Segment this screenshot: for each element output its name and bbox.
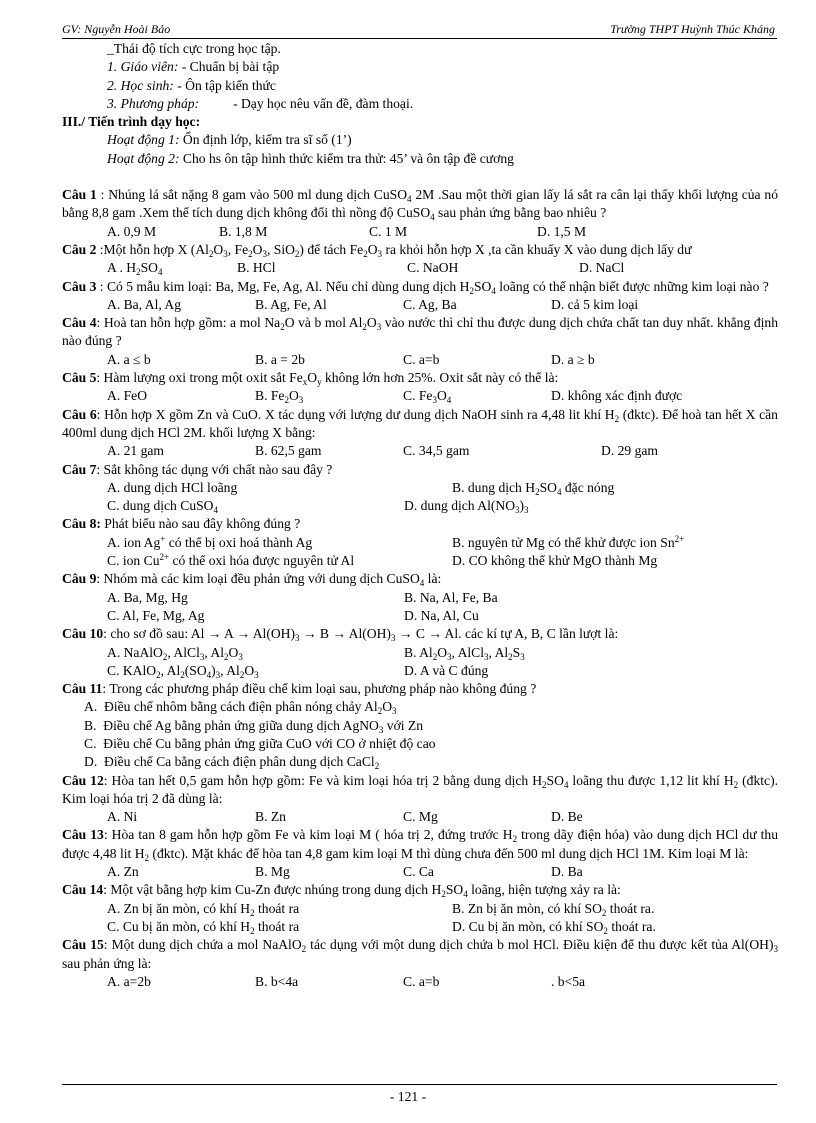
question-7: Câu 7: Sắt không tác dụng với chất nào sau đây ?: [62, 461, 333, 477]
question-7-options-1: A. dung dịch HCl loãng B. dung dịch $H_2SO_4$ đặc nóng: [107, 479, 615, 497]
question-12: Câu 12: Hòa tan hết 0,5 gam hỗn hợp gồm: Fe và kim loại hóa trị 2 bằng dung dịch $H_2SO_4$ loãng thu được 1,12 lit khí $H_2$ (đktc). Kim loại hóa trị 2 đã dùng là:: [62, 772, 778, 806]
prep-label-3: 3. Phương pháp:: [107, 95, 200, 111]
right-arrow-icon: →: [428, 626, 442, 642]
question-9-options-1: A. Ba, Mg, Hg B. Na, Al, Fe, Ba: [107, 589, 498, 605]
question-4-options: A. a ≤ b B. a = 2b C. a=b D. a ≥ b: [107, 351, 595, 367]
question-6: Câu 6: Hỗn hợp X gồm Zn và CuO. X tác dụng với lượng dư dung dịch NaOH sinh ra 4,48 lit khí $H_2$ (đktc). Để hoà tan hết X cần 400ml dung dịch HCl 2M. khối lượng X bằng:: [62, 406, 778, 440]
question-8-options-1: A. ion Ag+ có thể bị oxi hoá thành Ag B. nguyên tử Mg có thể khử được ion $Sn^{2+}$: [107, 533, 685, 550]
question-14-options-1: A. Zn bị ăn mòn, có khí $H_2$ thoát ra B. Zn bị ăn mòn, có khí $SO_2$ thoát ra.: [107, 900, 655, 918]
header-teacher: GV: Nguyễn Hoài Bảo: [62, 22, 171, 36]
question-15: Câu 15: Một dung dịch chứa a mol NaAlO$_2$ tác dụng với một dung dịch chứa b mol HCl. Điều kiện để thu được kết tủa $Al(OH)_3$ sau phản ứng là:: [62, 937, 778, 971]
right-arrow-icon: →: [236, 626, 251, 642]
page-number: - 121 -: [389, 1089, 427, 1104]
prep-text-3: - Dạy học nêu vấn đề, đàm thoại.: [199, 95, 414, 111]
prep-text-1: - Chuẩn bị bài tập: [178, 59, 280, 75]
question-13-options: A. Zn B. Mg C. Ca D. Ba: [107, 864, 583, 880]
question-1: Câu 1 : Nhúng lá sắt nặng 8 gam vào 500 ml dung dịch CuSO$_4$ 2M .Sau một thời gian lấy lá sắt ra cân lại thấy khối lượng của nó bằng 8,8 gam .Xem thể tích dung dịch không đổi thì nồng độ CuSO$_4$ sau phản ứng bằng bao nhiêu ?: [62, 187, 778, 223]
question-3: Câu 3 : Có 5 mẫu kim loại: Ba, Mg, Fe, Ag, Al. Nếu chỉ dùng dung dịch $H_2SO_4$ loãng có thể nhận biết được những kim loại nào ?: [62, 278, 769, 296]
question-11-option-b: B. Điều chế Ag bằng phản ứng giữa dung dịch AgNO$_3$ với Zn: [84, 717, 424, 735]
question-5: Câu 5: Hàm lượng oxi trong một oxit sắt $Fe_xO_y$ không lớn hơn 25%. Oxit sắt này có thể là:: [62, 370, 559, 388]
question-11-option-a: A. Điều chế nhôm bằng cách điện phân nóng chảy $Al_2O_3$: [84, 699, 397, 717]
activity-text-1: Ổn định lớp, kiểm tra sĩ số (1’): [179, 132, 352, 148]
right-arrow-icon: →: [398, 626, 413, 642]
question-3-options: A. Ba, Al, Ag B. Ag, Fe, Al C. Ag, Ba D. cả 5 kim loại: [107, 296, 639, 312]
activity-label-1: Hoạt động 1:: [107, 132, 180, 148]
question-8: Câu 8: Phát biểu nào sau đây không đúng ?: [62, 516, 301, 532]
question-14: Câu 14: Một vật bằng hợp kim Cu-Zn được nhúng trong dung dịch $H_2SO_4$ loãng, hiện tượng xảy ra là:: [62, 882, 621, 900]
right-arrow-icon: →: [302, 626, 317, 642]
question-9: Câu 9: Nhóm mà các kim loại đều phản ứng với dung dịch CuSO$_4$ là:: [62, 571, 442, 589]
question-13: Câu 13: Hòa tan 8 gam hỗn hợp gồm Fe và kim loại M ( hóa trị 2, đứng trước $H_2$ trong dãy điện hóa) vào dung dịch HCl dư thu được 4,48 lit $H_2$ (đktc). Mặt khác để hòa tan 4,8 gam kim loại M thì dùng chưa đến 500 ml dung dịch HCl 1M. Kim loại M là:: [62, 827, 779, 863]
question-8-options-2: C. ion $Cu^{2+}$ có thể oxi hóa được nguyên tử Al D. CO không thể khử MgO thành Mg: [107, 552, 658, 569]
question-10-options-2: C. KAlO$_2$, $Al_2(SO_4)_3$, $Al_2O_3$ D. A và C đúng: [107, 662, 489, 680]
page-header: [62, 22, 777, 39]
question-11-option-c: C. Điều chế Cu bằng phản ứng giữa CuO với CO ở nhiệt độ cao: [84, 735, 436, 751]
footer-divider: [62, 1084, 777, 1085]
question-9-options-2: C. Al, Fe, Mg, Ag D. Na, Al, Cu: [107, 607, 479, 623]
question-14-options-2: C. Cu bị ăn mòn, có khí $H_2$ thoát ra D. Cu bị ăn mòn, có khí $SO_2$ thoát ra.: [107, 918, 656, 936]
question-10-options-1: A. NaAlO$_2$, AlCl$_3$, $Al_2O_3$ B. $Al_2O_3$, AlCl$_3$, $Al_2S_3$: [107, 644, 525, 662]
prep-text-2: - Ôn tập kiến thức: [173, 77, 276, 93]
question-6-options: A. 21 gam B. 62,5 gam C. 34,5 gam D. 29 gam: [107, 443, 659, 459]
document-body: [62, 40, 778, 991]
right-arrow-icon: →: [207, 626, 222, 642]
question-7-options-2: C. dung dịch CuSO$_4$ D. dung dịch $Al(NO_3)_3$: [107, 498, 529, 516]
question-11-option-d: D. Điều chế Ca bằng cách điện phân dung dịch CaCl$_2$: [84, 754, 380, 772]
header-school: Trường THPT Huỳnh Thúc Kháng: [610, 22, 775, 36]
question-5-options: A. FeO B. $Fe_2O_3$ C. $Fe_3O_4$ D. không xác định được: [107, 388, 683, 406]
activity-text-2: Cho hs ôn tập hình thức kiểm tra thử: 45’ và ôn tập đề cương: [179, 150, 514, 166]
question-2-options: A . $H_2SO_4$ B. HCl C. NaOH D. NaCl: [107, 260, 625, 278]
section-heading: III./ Tiến trình dạy học:: [62, 114, 201, 130]
prep-label-2: 2. Học sinh:: [107, 77, 174, 93]
question-12-options: A. Ni B. Zn C. Mg D. Be: [107, 809, 583, 825]
question-11: Câu 11: Trong các phương pháp điều chế kim loại sau, phương pháp nào không đúng ?: [62, 681, 537, 697]
question-4: Câu 4: Hoà tan hỗn hợp gồm: a mol $Na_2O$ và b mol $Al_2O_3$ vào nước thì chỉ thu được dung dịch chứa chất tan duy nhất. khẳng định nào đúng ?: [62, 315, 779, 349]
question-2: Câu 2 :Một hỗn hợp X ($Al_2O_3$, $Fe_2O_3$, SiO$_2$) để tách $Fe_2O_3$ ra khỏi hỗn hợp X ,ta cần khuấy X vào dung dịch lấy dư: [62, 241, 692, 259]
activity-label-2: Hoạt động 2:: [107, 150, 180, 166]
prep-label-1: 1. Giáo viên:: [107, 59, 179, 75]
question-15-options: A. a=2b B. b<4a C. a=b . b<5a: [107, 973, 586, 989]
attitude-line: _Thái độ tích cực trong học tập.: [107, 41, 281, 56]
right-arrow-icon: →: [332, 626, 346, 642]
question-1-options: A. 0,9 M B. 1,8 M C. 1 M D. 1,5 M: [107, 223, 587, 239]
question-10: Câu 10: cho sơ đồ sau: $Al \to A \to Al(OH)_3 \to B \to Al(OH)_3 \to C \to Al$. các kí tự A, B, C lần lượt là:: [62, 626, 619, 644]
